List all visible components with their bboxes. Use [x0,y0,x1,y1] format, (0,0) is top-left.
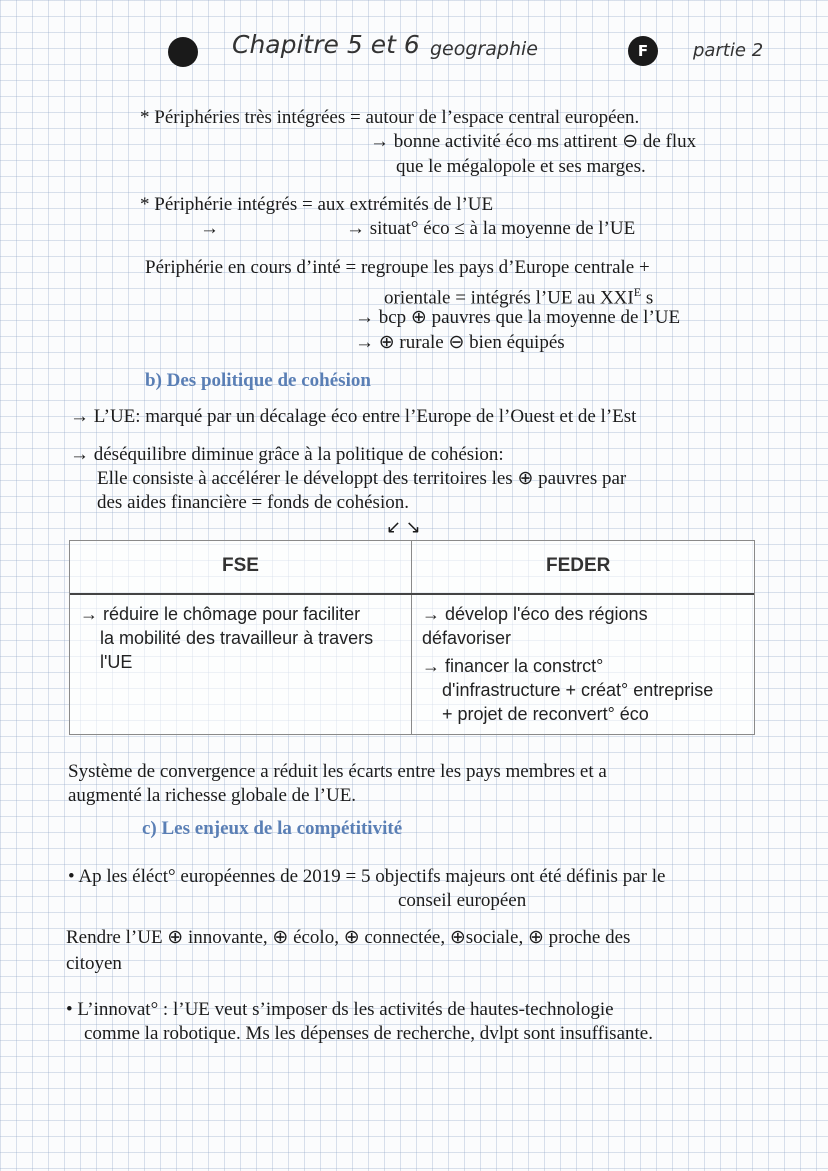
b-line2: → déséquilibre diminue grâce à la politique de cohésion: [70,444,504,465]
feder-line2: défavoriser [422,628,512,648]
p2-arrow: → [200,218,219,239]
split-arrows: ↙ ↘ [386,517,421,537]
table-header-feder: FEDER [546,555,611,576]
fse-line3: l'UE [100,652,133,672]
feder-line5: + projet de reconvert° éco [442,704,649,724]
p2-line2: → situat° éco ≤ à la moyenne de l’UE [346,218,636,239]
c-bullet2-line1: • L’innovat° : l’UE veut s’imposer ds les activités de hautes-technologie [66,999,614,1020]
section-c-heading: c) Les enjeux de la compétitivité [142,818,403,839]
part-label: partie 2 [693,40,764,61]
b-line3: Elle consiste à accélérer le développt des territoires les ⊕ pauvres par [97,468,627,489]
p3-line4: → ⊕ rurale ⊖ bien équipés [355,332,565,353]
rendre-line2: citoyen [66,953,122,974]
rendre-line1: Rendre l’UE ⊕ innovante, ⊕ écolo, ⊕ connectée, ⊕sociale, ⊕ proche des [66,927,631,948]
p3-line3: → bcp ⊕ pauvres que la moyenne de l’UE [355,307,681,328]
p1-line1: * Périphéries très intégrées = autour de l’espace central européen. [140,107,640,128]
p3-line2-text: orientale = intégrés l’UE au XXI [384,287,634,309]
header-bullet-icon [168,37,198,67]
c-bullet1-line2: conseil européen [398,890,527,911]
convergence-line2: augmenté la richesse globale de l’UE. [68,785,357,806]
p3-line1: Périphérie en cours d’inté = regroupe les pays d’Europe centrale + [145,257,650,278]
feder-line1: → dévelop l'éco des régions [422,604,648,624]
p1-line2: → bonne activité éco ms attirent ⊖ de flux [370,131,697,152]
p3-line2-sup: E [633,285,642,299]
fse-line2: la mobilité des travailleur à travers [100,628,374,648]
feder-line4: d'infrastructure + créat° entreprise [442,680,714,700]
table-header-fse: FSE [222,555,259,576]
feder-line3: → financer la constrct° [422,656,604,676]
chapter-title: Chapitre 5 et 6 [232,30,420,59]
p2-line1: * Périphérie intégrés = aux extrémités de l’UE [140,194,494,215]
convergence-line1: Système de convergence a réduit les écarts entre les pays membres et a [68,761,607,782]
c-bullet1-line1: • Ap les éléct° européennes de 2019 = 5 objectifs majeurs ont été définis par le [68,866,666,887]
funds-table [69,540,755,735]
logo-icon [628,36,658,66]
p3-line2-end: s [641,287,654,309]
c-bullet2-line2: comme la robotique. Ms les dépenses de recherche, dvlpt sont insuffisante. [84,1023,653,1044]
table-column-divider [411,541,412,734]
section-b-heading: b) Des politique de cohésion [145,370,371,391]
b-line1: → L’UE: marqué par un décalage éco entre l’Europe de l’Ouest et de l’Est [70,406,637,427]
fse-line1: → réduire le chômage pour faciliter [80,604,361,624]
p1-line3: que le mégalopole et ses marges. [396,156,646,177]
table-header-divider [70,593,754,595]
logo-letter: F [637,42,649,60]
b-line4: des aides financière = fonds de cohésion. [97,492,409,513]
subject-title: geographie [430,38,538,60]
